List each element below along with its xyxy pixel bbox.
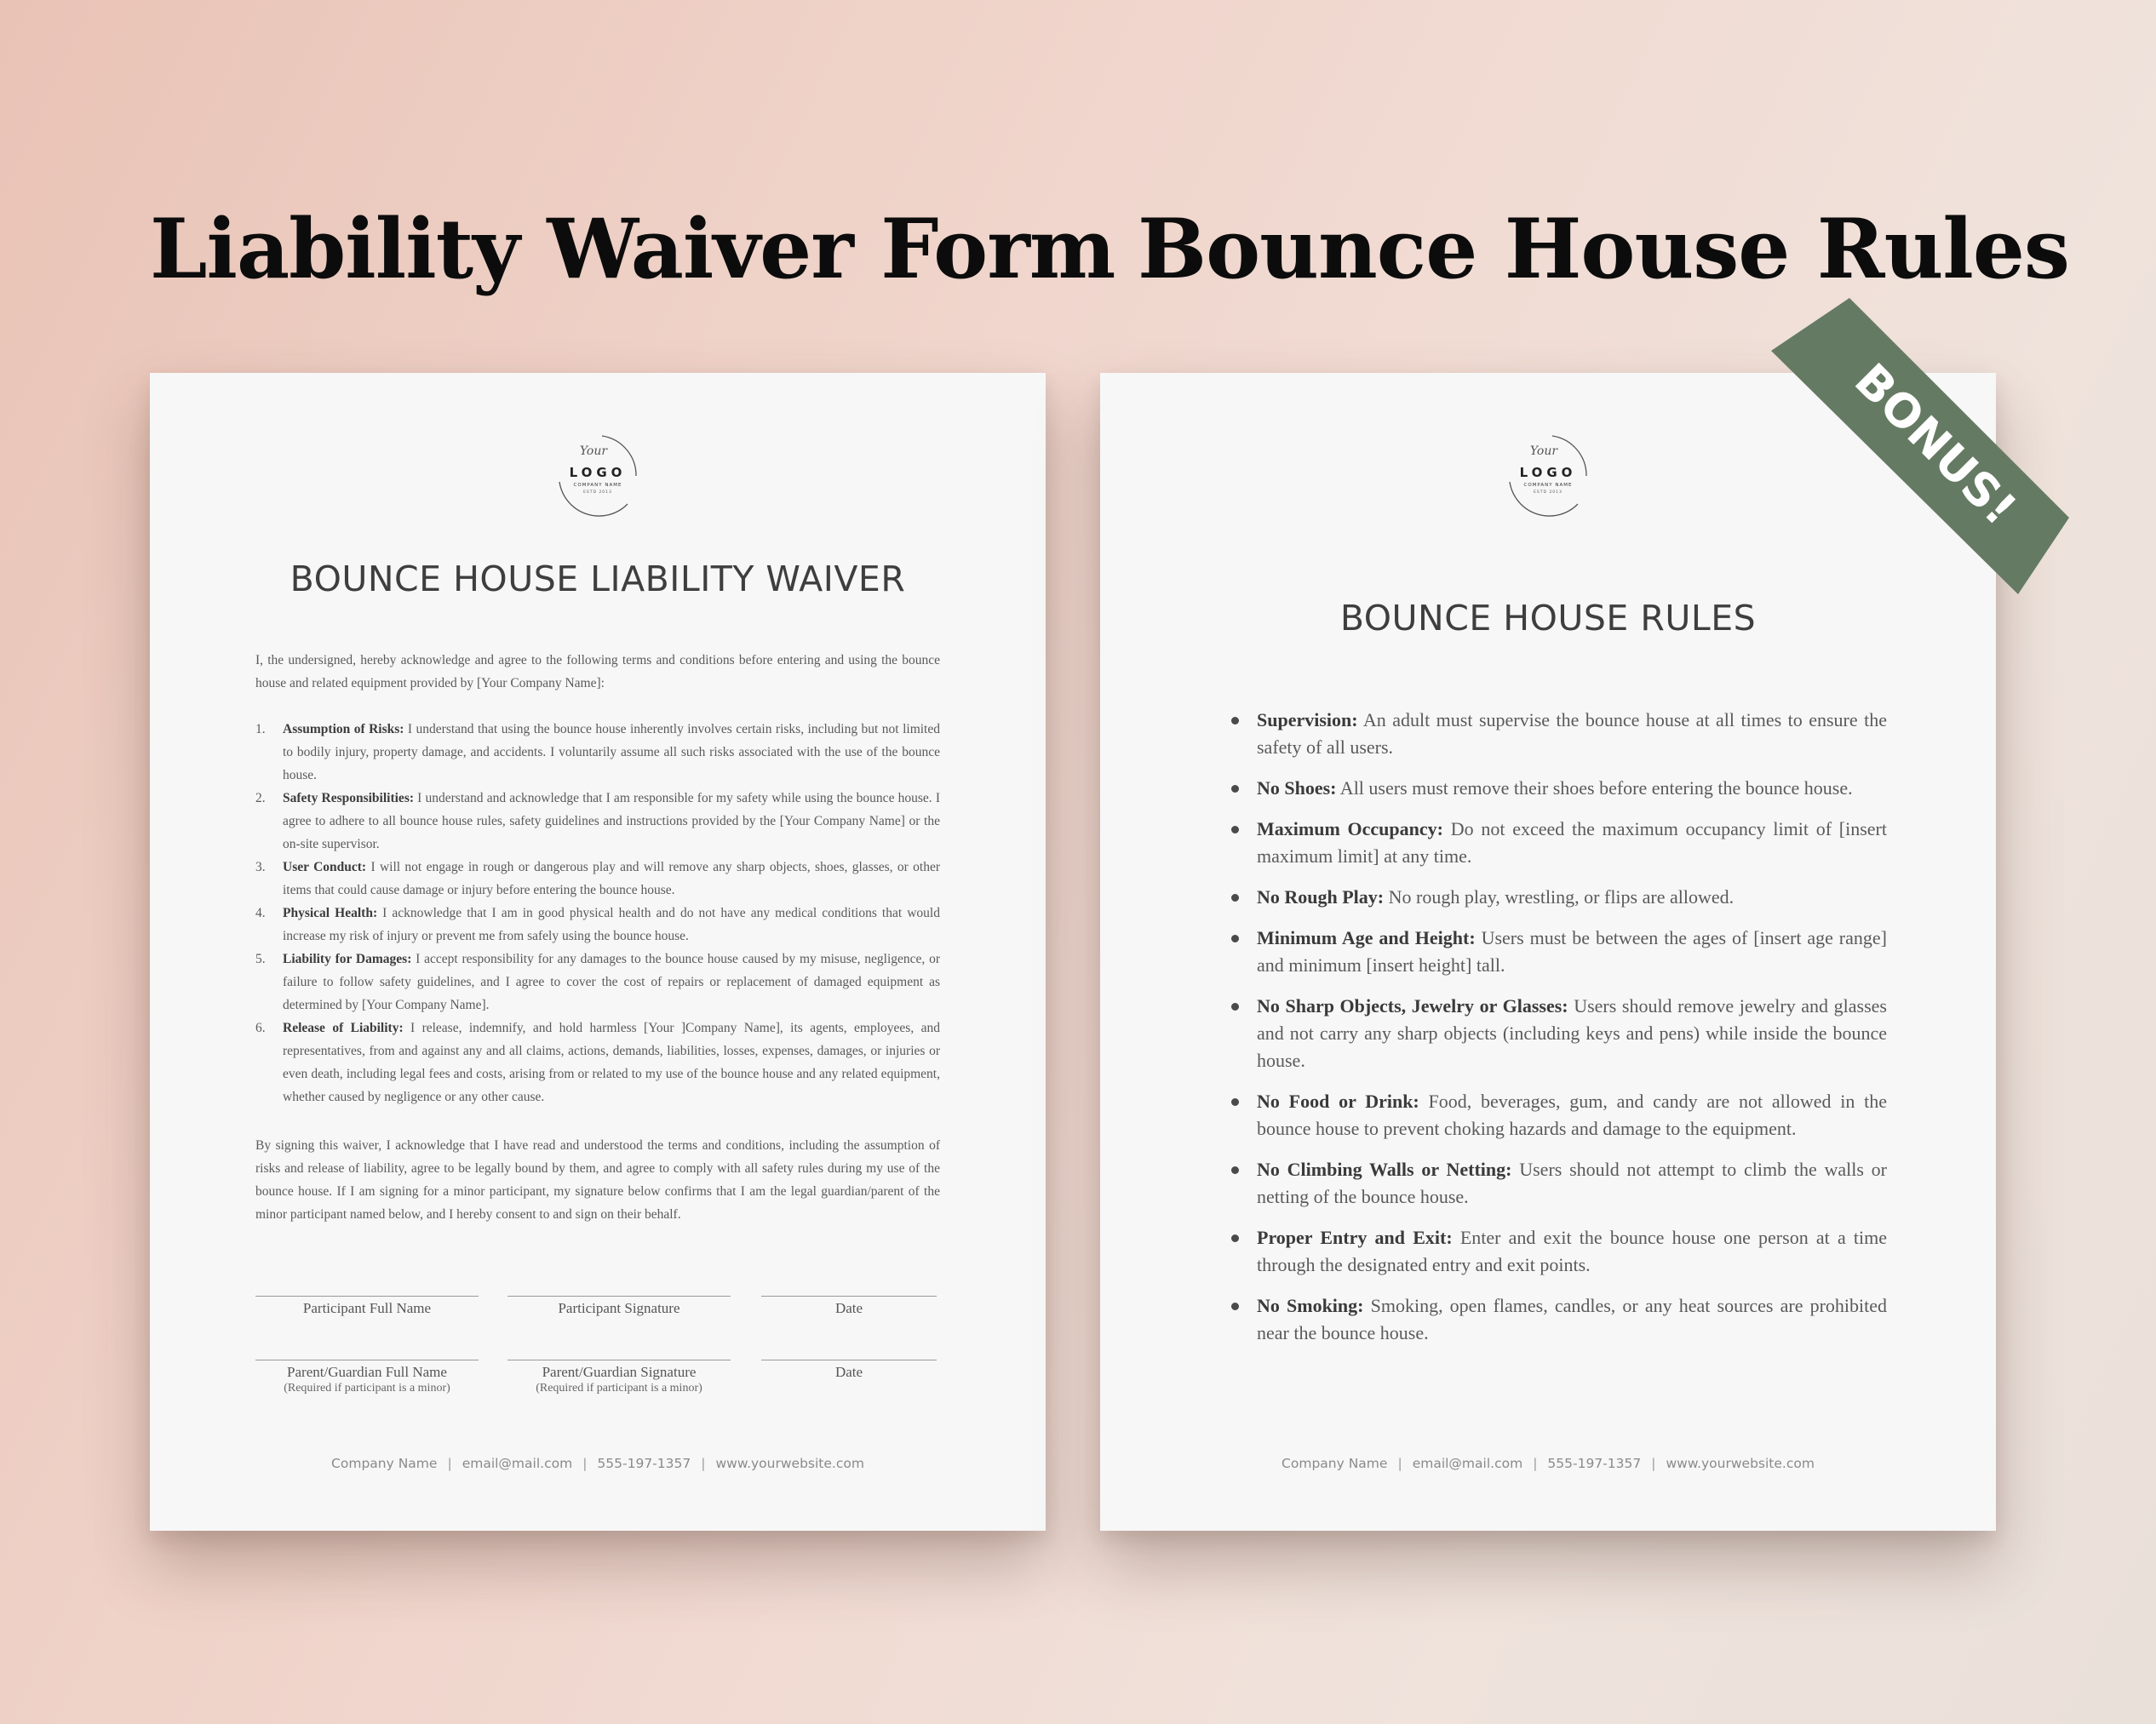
rule-heading: No Food or Drink: (1257, 1091, 1419, 1112)
bonus-ribbon (1771, 298, 2078, 604)
bullet-icon (1231, 785, 1239, 793)
rule-item (1230, 1088, 1887, 1143)
term-heading: Release of Liability: (283, 1021, 404, 1035)
footer-email[interactable]: email@mail.com (462, 1456, 573, 1471)
waiver-term-item (255, 787, 940, 856)
waiver-term-item (255, 1017, 940, 1108)
footer-website[interactable]: www.yourwebsite.com (1666, 1456, 1815, 1471)
rule-text: All users must remove their shoes before entering the bounce house. (1336, 777, 1853, 799)
term-number: 1. (255, 722, 266, 736)
participant-signature-label: Participant Signature (558, 1300, 680, 1316)
rule-heading: Minimum Age and Height: (1257, 927, 1476, 948)
term-heading: Safety Responsibilities: (283, 791, 415, 805)
footer-separator: | (1397, 1456, 1402, 1471)
bullet-icon (1231, 935, 1239, 942)
guardian-signature-note: (Required if participant is a minor) (536, 1382, 702, 1395)
bullet-icon (1231, 1234, 1239, 1242)
term-text: I accept responsibility for any damages to the bounce house caused by my misuse, negligence, or failure to follow safety guidelines, and I agree to cover the cost of repairs or replacement of damaged equipment as determined by [Your Company Name]. (283, 952, 940, 1012)
rule-text: Users must be between the ages of [insert age range] and minimum [insert height] tall. (1257, 927, 1887, 976)
footer-separator: | (1533, 1456, 1538, 1471)
rule-text: An adult must supervise the bounce house at all times to ensure the safety of all users. (1257, 709, 1887, 758)
company-logo (551, 429, 645, 523)
term-heading: Assumption of Risks: (283, 722, 404, 736)
waiver-term-item (255, 856, 940, 902)
waiver-page (150, 373, 1046, 1531)
waiver-term-item (255, 718, 940, 787)
footer-separator: | (1651, 1456, 1656, 1471)
term-text: I understand that using the bounce house inherently involves certain risks, including but not limited to bodily injury, property damage, and accidents. I voluntarily assume all such risks associated with the use of the bounce house. (283, 722, 940, 782)
term-number: 2. (255, 791, 266, 805)
bullet-icon (1231, 1003, 1239, 1011)
term-text: I acknowledge that I am in good physical health and do not have any medical conditions that would increase my risk of injury or prevent me from safely using the bounce house. (283, 906, 940, 943)
rule-heading: No Rough Play: (1257, 886, 1385, 908)
logo-word: LOGO (1519, 465, 1577, 480)
logo-company: COMPANY NAME (1523, 483, 1573, 488)
logo-word: LOGO (569, 465, 627, 480)
guardian-date-label: Date (834, 1364, 863, 1380)
waiver-closing (255, 1134, 940, 1226)
rule-heading: No Shoes: (1257, 777, 1337, 799)
rule-item (1230, 993, 1887, 1074)
guardian-signature-label: Parent/Guardian Signature (542, 1364, 697, 1380)
company-logo (1501, 429, 1595, 523)
waiver-closing-text: By signing this waiver, I acknowledge that I have read and understood the terms and conditions, including the assumption of risks and release of liability, agree to be legally bound by them, and agree to comply with all safety rules during my use of the bounce house. If I am signing for a minor participant, my signature below confirms that I am the legal guardian/parent of the minor participant named below, and I hereby consent to and sign on their behalf. (255, 1138, 940, 1222)
rule-heading: No Smoking: (1257, 1295, 1364, 1316)
rule-item (1230, 775, 1887, 802)
footer-company: Company Name (331, 1456, 438, 1471)
participant-name-label: Participant Full Name (302, 1300, 432, 1316)
rule-text: Smoking, open flames, candles, or any heat sources are prohibited near the bounce house. (1257, 1295, 1888, 1343)
term-number: 3. (255, 860, 266, 874)
rule-item (1230, 925, 1887, 979)
term-number: 5. (255, 952, 266, 966)
bullet-icon (1231, 894, 1239, 902)
guardian-name-note: (Required if participant is a minor) (284, 1382, 450, 1395)
logo-company: COMPANY NAME (573, 483, 622, 488)
participant-signature-line[interactable] (507, 1296, 731, 1317)
rules-title: BOUNCE HOUSE RULES (1339, 598, 1757, 639)
rule-text: Do not exceed the maximum occupancy limit of [insert maximum limit] at any time. (1257, 818, 1887, 867)
bullet-icon (1231, 1166, 1239, 1174)
waiver-intro-text: I, the undersigned, hereby acknowledge and agree to the following terms and conditions before entering and using the bounce house and related equipment provided by [Your Company Name]: (255, 653, 940, 690)
rule-item (1230, 1292, 1887, 1347)
guardian-name-line[interactable] (255, 1360, 479, 1396)
bullet-icon (1231, 1098, 1239, 1106)
footer-separator: | (447, 1456, 452, 1471)
bullet-icon (1231, 717, 1239, 725)
guardian-date-line[interactable] (761, 1360, 937, 1381)
rule-item (1230, 884, 1887, 911)
participant-name-line[interactable] (255, 1296, 479, 1317)
waiver-intro (255, 649, 940, 695)
logo-script: Your (579, 444, 608, 458)
rules-list (1230, 707, 1887, 1360)
footer-email[interactable]: email@mail.com (1412, 1456, 1523, 1471)
term-text: I will not engage in rough or dangerous play and will remove any sharp objects, shoes, glasses, or other items that could cause damage or injury before entering the bounce house. (283, 860, 940, 897)
footer-website[interactable]: www.yourwebsite.com (715, 1456, 864, 1471)
term-heading: Physical Health: (283, 906, 378, 920)
waiver-footer (150, 1456, 1046, 1471)
footer-company: Company Name (1282, 1456, 1388, 1471)
rule-text: Users should remove jewelry and glasses and not carry any sharp objects (including keys and pens) while inside the bounce house. (1257, 995, 1887, 1071)
waiver-terms-list (255, 718, 940, 1108)
rule-text: Food, beverages, gum, and candy are not allowed in the bounce house to prevent choking hazards and damage to the equipment. (1257, 1091, 1888, 1139)
logo-script: Your (1529, 444, 1558, 458)
logo-est: ESTD 2013 (1534, 490, 1563, 495)
term-heading: Liability for Damages: (283, 952, 412, 966)
rule-item (1230, 1224, 1887, 1279)
footer-separator: | (701, 1456, 706, 1471)
rule-heading: No Climbing Walls or Netting: (1257, 1159, 1512, 1180)
rule-text: No rough play, wrestling, or flips are allowed. (1384, 886, 1735, 908)
waiver-term-item (255, 948, 940, 1017)
term-number: 6. (255, 1021, 266, 1035)
rule-item (1230, 816, 1887, 870)
rules-footer (1100, 1456, 1996, 1471)
rule-heading: Supervision: (1257, 709, 1358, 730)
headline-bounce-house-rules: Bounce House Rules (1138, 201, 2069, 297)
term-text: I release, indemnify, and hold harmless [Your ]Company Name], its agents, employees, and representatives, from and against any and all claims, actions, demands, liabilities, losses, expenses, damages, or injuries or even death, including legal fees and costs, arising from or related to my use of the bounce house and any related equipment, whether caused by negligence or any other cause. (283, 1021, 940, 1104)
rule-heading: No Sharp Objects, Jewelry or Glasses: (1257, 995, 1568, 1017)
footer-phone: 555-197-1357 (1547, 1456, 1642, 1471)
guardian-signature-line[interactable] (507, 1360, 731, 1396)
participant-date-line[interactable] (761, 1296, 937, 1317)
term-text: I understand and acknowledge that I am responsible for my safety while using the bounce house. I agree to adhere to all bounce house rules, safety guidelines and instructions provided by the [Your Company Name] or the on-site supervisor. (283, 791, 940, 851)
bullet-icon (1231, 1303, 1239, 1310)
footer-separator: | (582, 1456, 588, 1471)
footer-phone: 555-197-1357 (597, 1456, 691, 1471)
rule-text: Enter and exit the bounce house one person at a time through the designated entry and exit points. (1257, 1227, 1887, 1275)
participant-date-label: Date (834, 1300, 863, 1316)
rule-item (1230, 1156, 1887, 1211)
waiver-title: BOUNCE HOUSE LIABILITY WAIVER (290, 558, 906, 599)
rule-heading: Maximum Occupancy: (1257, 818, 1443, 839)
guardian-name-label: Parent/Guardian Full Name (287, 1364, 447, 1380)
bullet-icon (1231, 826, 1239, 833)
waiver-term-item (255, 902, 940, 948)
rule-heading: Proper Entry and Exit: (1257, 1227, 1453, 1248)
bonus-label: BONUS! (1844, 352, 2027, 536)
logo-est: ESTD 2013 (583, 490, 612, 495)
rule-text: Users should not attempt to climb the walls or netting of the bounce house. (1257, 1159, 1887, 1207)
rule-item (1230, 707, 1887, 761)
term-number: 4. (255, 906, 266, 920)
term-heading: User Conduct: (283, 860, 367, 874)
headline-liability-waiver-form: Liability Waiver Form (150, 201, 1115, 297)
